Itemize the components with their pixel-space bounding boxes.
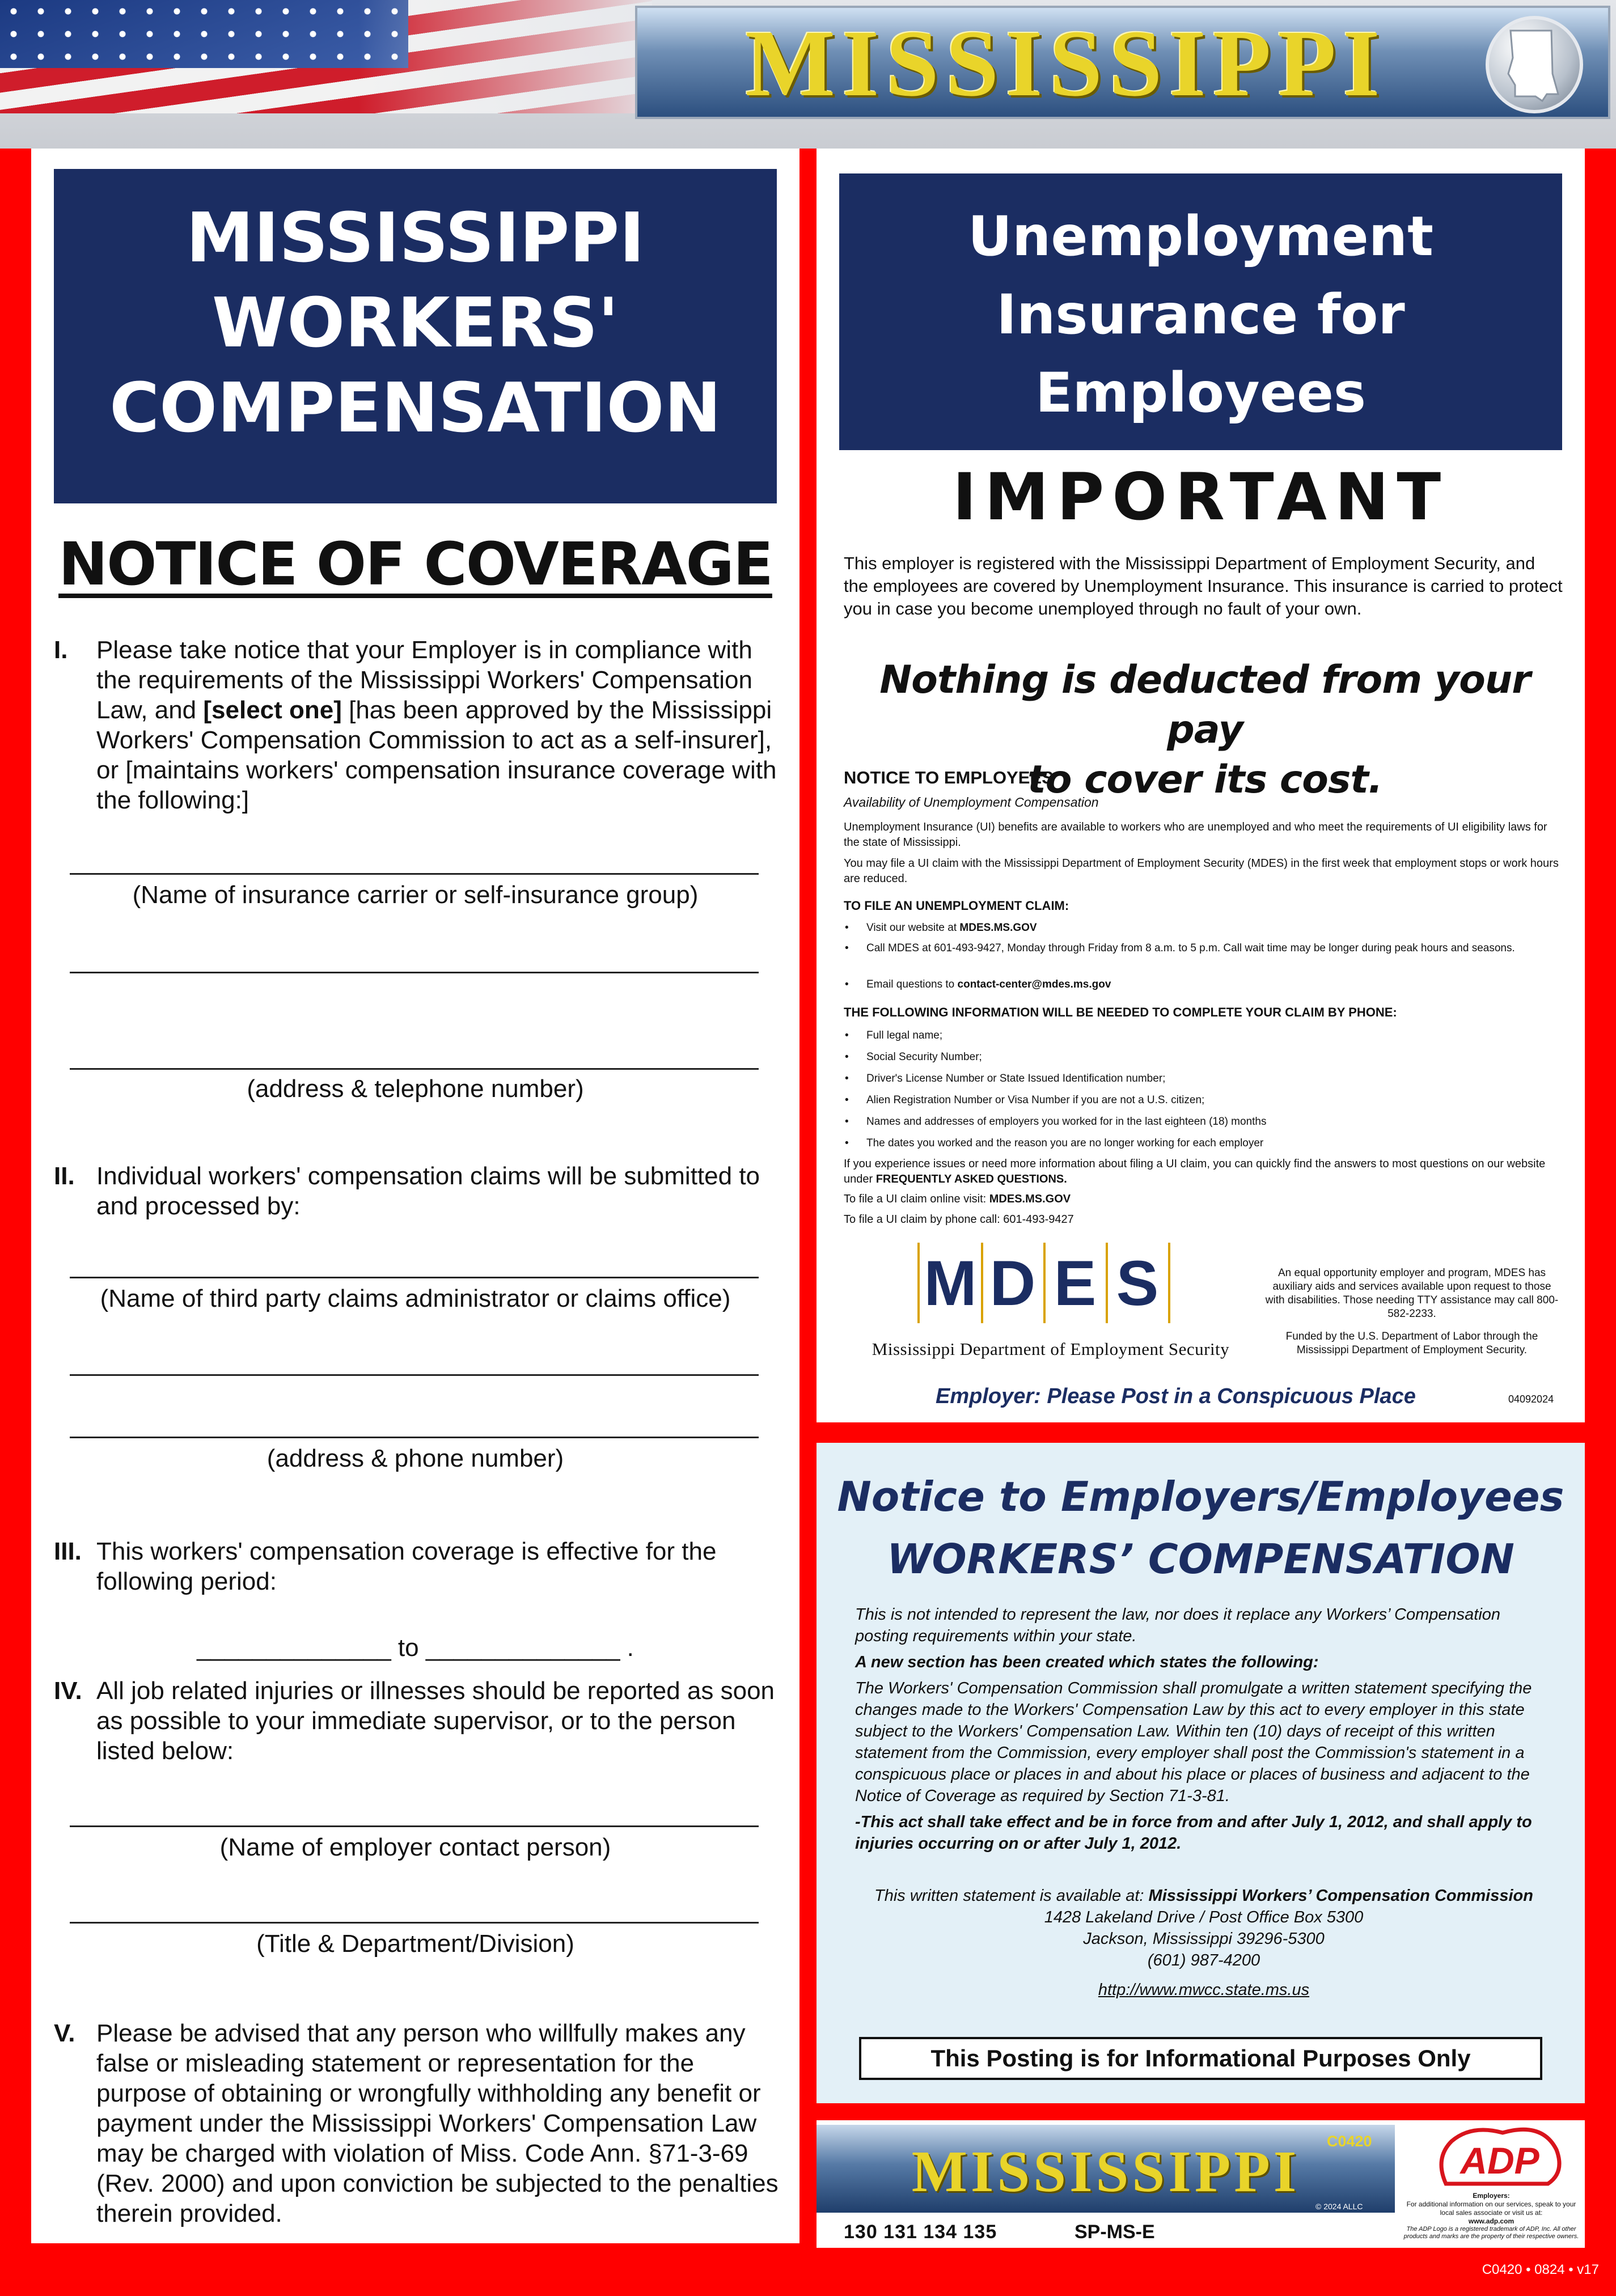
adp-info-text: For additional information on our services, speak to your local sales associate or visit us at: [1406,2200,1576,2217]
ui-paragraph-2: You may file a UI claim with the Mississippi Department of Employment Security (MDES) in the first week that employment stops or work hours are reduced. [844,857,1559,885]
info-item: • The dates you worked and the reason you are no longer working for each employer [844,1136,1564,1151]
fill-line[interactable] [70,1437,759,1438]
footer-code: C0420 [1327,2133,1372,2150]
caption-claims-administrator: (Name of third party claims administrator or claims office) [100,1285,731,1312]
workers-comp-title [54,196,777,451]
fill-line[interactable] [70,1068,759,1070]
info-item: • Alien Registration Number or Visa Number if you are not a U.S. citizen; [844,1093,1564,1108]
commission-phone: (601) 987-4200 [1147,1951,1260,1969]
mdes-logo-bar [1106,1243,1108,1323]
workers-comp-employer-notice-panel [817,1443,1585,2103]
to-file-heading: TO FILE AN UNEMPLOYMENT CLAIM: [844,899,1069,913]
wc-availability-line [855,1885,1552,1907]
section-text-part: Please take notice that your Employer is in compliance with the requirements of the Mississippi Workers' Compensation Law, and [96,636,752,724]
footer-state-plate [817,2125,1395,2213]
section-number: IV. [54,1677,82,1705]
section-number: III. [54,1537,82,1565]
online-claim-text: To file a UI claim online visit: [844,1193,989,1205]
wc-notice-paragraph: A new section has been created which states the following: [855,1653,1319,1671]
section-number: II. [54,1162,75,1190]
header-banner [0,0,1616,149]
section-iv [54,1676,785,1766]
mdes-logo [917,1243,1173,1323]
file-item-text: Email questions to [866,978,958,990]
funding-statement: Funded by the U.S. Department of Labor through the Mississippi Department of Employment Security. [1285,1331,1538,1356]
fill-line[interactable] [70,873,759,875]
equal-opportunity-statement: An equal opportunity employer and program, MDES has auxiliary aids and services available upon request to those with disabilities. Those needing TTY assistance may call 800-582-2233. [1265,1267,1559,1320]
mississippi-state-outline-icon [1486,16,1583,113]
select-one-bold: [select one] [203,696,342,724]
section-i [54,635,785,815]
mdes-logo-bar [917,1243,920,1323]
adp-logo-icon [1429,2127,1565,2189]
banner-state-title: MISSISSIPPI [745,11,1387,116]
unemployment-title-line: Employees [1035,361,1367,425]
workers-comp-title-box [54,169,777,503]
section-text-part: [has been approved by the Mississippi Workers' Compensation Commission to act as a self-insurer], or [maintains workers' compensation insurance coverage with the following:] [96,696,777,814]
file-item [844,921,1564,935]
wc-commission-contact [855,1885,1552,2001]
footer [817,2120,1585,2248]
wc-notice-title [817,1465,1585,1590]
section-text: Please be advised that any person who willfully makes any false or misleading statement or representation for the purpose of obtaining or wrongfully withholding any benefit or payment under the Mississippi Workers' Compensation Law may be charged with violation of Miss. Code Ann. §71-3-69 (Rev. 2000) and upon conviction be subjected to the penalties therein provided. [96,2019,779,2227]
adp-trademark-notice: The ADP Logo is a registered trademark of ADP, Inc. All other products and marks are the property of their respective owners. [1403,2226,1579,2240]
caption-address-phone: (address & phone number) [266,1444,564,1472]
caption-title-department: (Title & Department/Division) [256,1930,574,1958]
commission-name: Mississippi Workers’ Compensation Commission [1148,1887,1533,1905]
availability-subheading: Availability of Unemployment Compensation [844,795,1099,810]
file-item-text: Call MDES at 601-493-9427, Monday through Friday from 8 a.m. to 5 p.m. Call wait time may be longer during peak hours and seasons. [866,942,1515,954]
caption-address-telephone: (address & telephone number) [247,1075,584,1103]
mdes-full-name: Mississippi Department of Employment Security [872,1339,1230,1359]
workers-comp-title-line: WORKERS' [211,284,619,363]
nothing-deducted-line: Nothing is deducted from your pay [879,658,1530,752]
adp-employers-label: Employers: [1473,2192,1510,2200]
informational-purposes-box: This Posting is for Informational Purposes Only [859,2037,1542,2080]
info-item: • Social Security Number; [844,1050,1564,1065]
adp-employers-info [1403,2192,1579,2226]
file-item-text: Visit our website at [866,922,960,934]
section-number: V. [54,2019,75,2047]
unemployment-insurance-panel [817,149,1585,1422]
section-v [54,2018,785,2229]
faq-paragraph [844,1157,1564,1187]
caption-carrier: (Name of insurance carrier or self-insurance group) [132,881,699,909]
section-iii [54,1536,785,1596]
wc-notice-body [855,1604,1552,1859]
coverage-period-field[interactable]: ______________ to ______________ . [197,1634,634,1662]
file-item [844,941,1564,956]
notice-of-coverage-heading: NOTICE OF COVERAGE [58,529,772,599]
mdes-logo-letter: E [1054,1248,1097,1319]
adp-logo-text: ADP [1460,2140,1539,2181]
unemployment-title-line: Unemployment [968,205,1433,268]
section-text: All job related injuries or illnesses should be reported as soon as possible to your immediate supervisor, or to the person listed below: [96,1677,775,1765]
mdes-logo-bar [1168,1243,1170,1323]
info-item: • Full legal name; [844,1028,1564,1043]
wc-notice-paragraph: The Workers' Compensation Commission shall promulgate a written statement specifying the changes made to the Workers' Compensation Law by this act to every employer in this state subject to the Workers' Compensation Law. Within ten (10) days of receipt of this written statement from the Commission, every employer shall post the Commission's statement in a conspicuous place or places in and about his place or places of business and adjacent to the Notice of Coverage as required by Section 71-3-81. [855,1679,1532,1805]
caption-employer-contact: (Name of employer contact person) [219,1833,611,1861]
footer-form-id: SP-MS-E [1074,2221,1155,2243]
unemployment-title [839,197,1562,432]
mdes-logo-bar [981,1243,983,1323]
workers-comp-title-line: COMPENSATION [109,369,721,448]
american-flag-image [0,0,652,113]
file-item [844,977,1564,992]
section-number: I. [54,636,68,664]
adp-website-link[interactable]: www.adp.com [1468,2217,1515,2225]
info-item: • Names and addresses of employers you worked for in the last eighteen (18) months [844,1115,1564,1129]
unemployment-intro: This employer is registered with the Mississippi Department of Employment Security, and the employees are covered by Unemployment Insurance. This insurance is carried to protect you in case you become unemployed through no fault of your own. [844,553,1563,619]
phone-claim-line: To file a UI claim by phone call: 601-493-9427 [844,1213,1074,1226]
footer-state-title: MISSISSIPPI [911,2139,1300,2204]
notice-to-employees-heading: NOTICE TO EMPLOYEES [844,768,1054,787]
poster-version-code: C0420 • 0824 • v17 [1482,2262,1599,2277]
post-conspicuous-notice: Employer: Please Post in a Conspicuous Place [936,1384,1416,1408]
mdes-logo-bar [1043,1243,1046,1323]
section-text: Individual workers' compensation claims will be submitted to and processed by: [96,1162,760,1220]
faq-bold: FREQUENTLY ASKED QUESTIONS. [875,1173,1067,1185]
online-claim-link[interactable]: MDES.MS.GOV [989,1193,1071,1205]
footer-numbers: 130 131 134 135 [844,2221,997,2243]
ui-paragraph-1: Unemployment Insurance (UI) benefits are available to workers who are unemployed and who meet the requirements of UI eligibility laws for the state of Mississippi. [844,821,1547,849]
unemployment-title-line: Insurance for [996,283,1405,346]
revision-date-code: 04092024 [1508,1393,1554,1405]
info-item: • Driver's License Number or State Issued Identification number; [844,1071,1564,1086]
workers-comp-title-line: MISSISSIPPI [186,199,645,278]
wc-notice-paragraph: This is not intended to represent the law, nor does it replace any Workers’ Compensation posting requirements within your state. [855,1605,1501,1645]
fill-line[interactable] [70,1374,759,1376]
nothing-deducted-line: to cover its cost. [1027,757,1382,802]
faq-text: If you experience issues or need more information about filing a UI claim, you can quickly find the answers to most questions on our website under [844,1158,1546,1185]
commission-address-2: Jackson, Mississippi 39296-5300 [1083,1930,1325,1948]
section-text: This workers' compensation coverage is effective for the following period: [96,1537,717,1595]
mdes-logo-letter: S [1116,1248,1159,1319]
workers-comp-notice-panel [31,149,799,2243]
flag-fade [0,0,652,113]
contact-email-link[interactable]: contact-center@mdes.ms.gov [957,978,1111,990]
fill-line[interactable] [70,1922,759,1924]
info-needed-heading: THE FOLLOWING INFORMATION WILL BE NEEDED TO COMPLETE YOUR CLAIM BY PHONE: [844,1005,1397,1019]
mdes-logo-letter: M [924,1248,977,1319]
online-claim-line [844,1192,1564,1207]
important-heading: IMPORTANT [952,459,1449,535]
wc-availability-text: This written statement is available at: [874,1887,1149,1905]
mdes-website-link[interactable]: MDES.MS.GOV [959,922,1037,934]
section-ii [54,1161,785,1221]
fill-line[interactable] [70,972,759,973]
wc-notice-title-line: WORKERS’ COMPENSATION [887,1535,1515,1583]
mdes-logo-letter: D [989,1248,1036,1319]
fill-line[interactable] [70,1277,759,1278]
section-text [96,635,785,815]
fill-line[interactable] [70,1825,759,1827]
commission-website-link[interactable]: http://www.mwcc.state.ms.us [1098,1981,1310,1999]
commission-address-1: 1428 Lakeland Drive / Post Office Box 5300 [1044,1908,1364,1926]
wc-notice-title-line: Notice to Employers/Employees [837,1473,1564,1520]
unemployment-title-box [839,173,1562,450]
footer-copyright: © 2024 ALLC [1315,2202,1363,2211]
wc-notice-effective-date: -This act shall take effect and be in force from and after July 1, 2012, and shall apply to injuries occurring on or after July 1, 2012. [855,1813,1532,1853]
